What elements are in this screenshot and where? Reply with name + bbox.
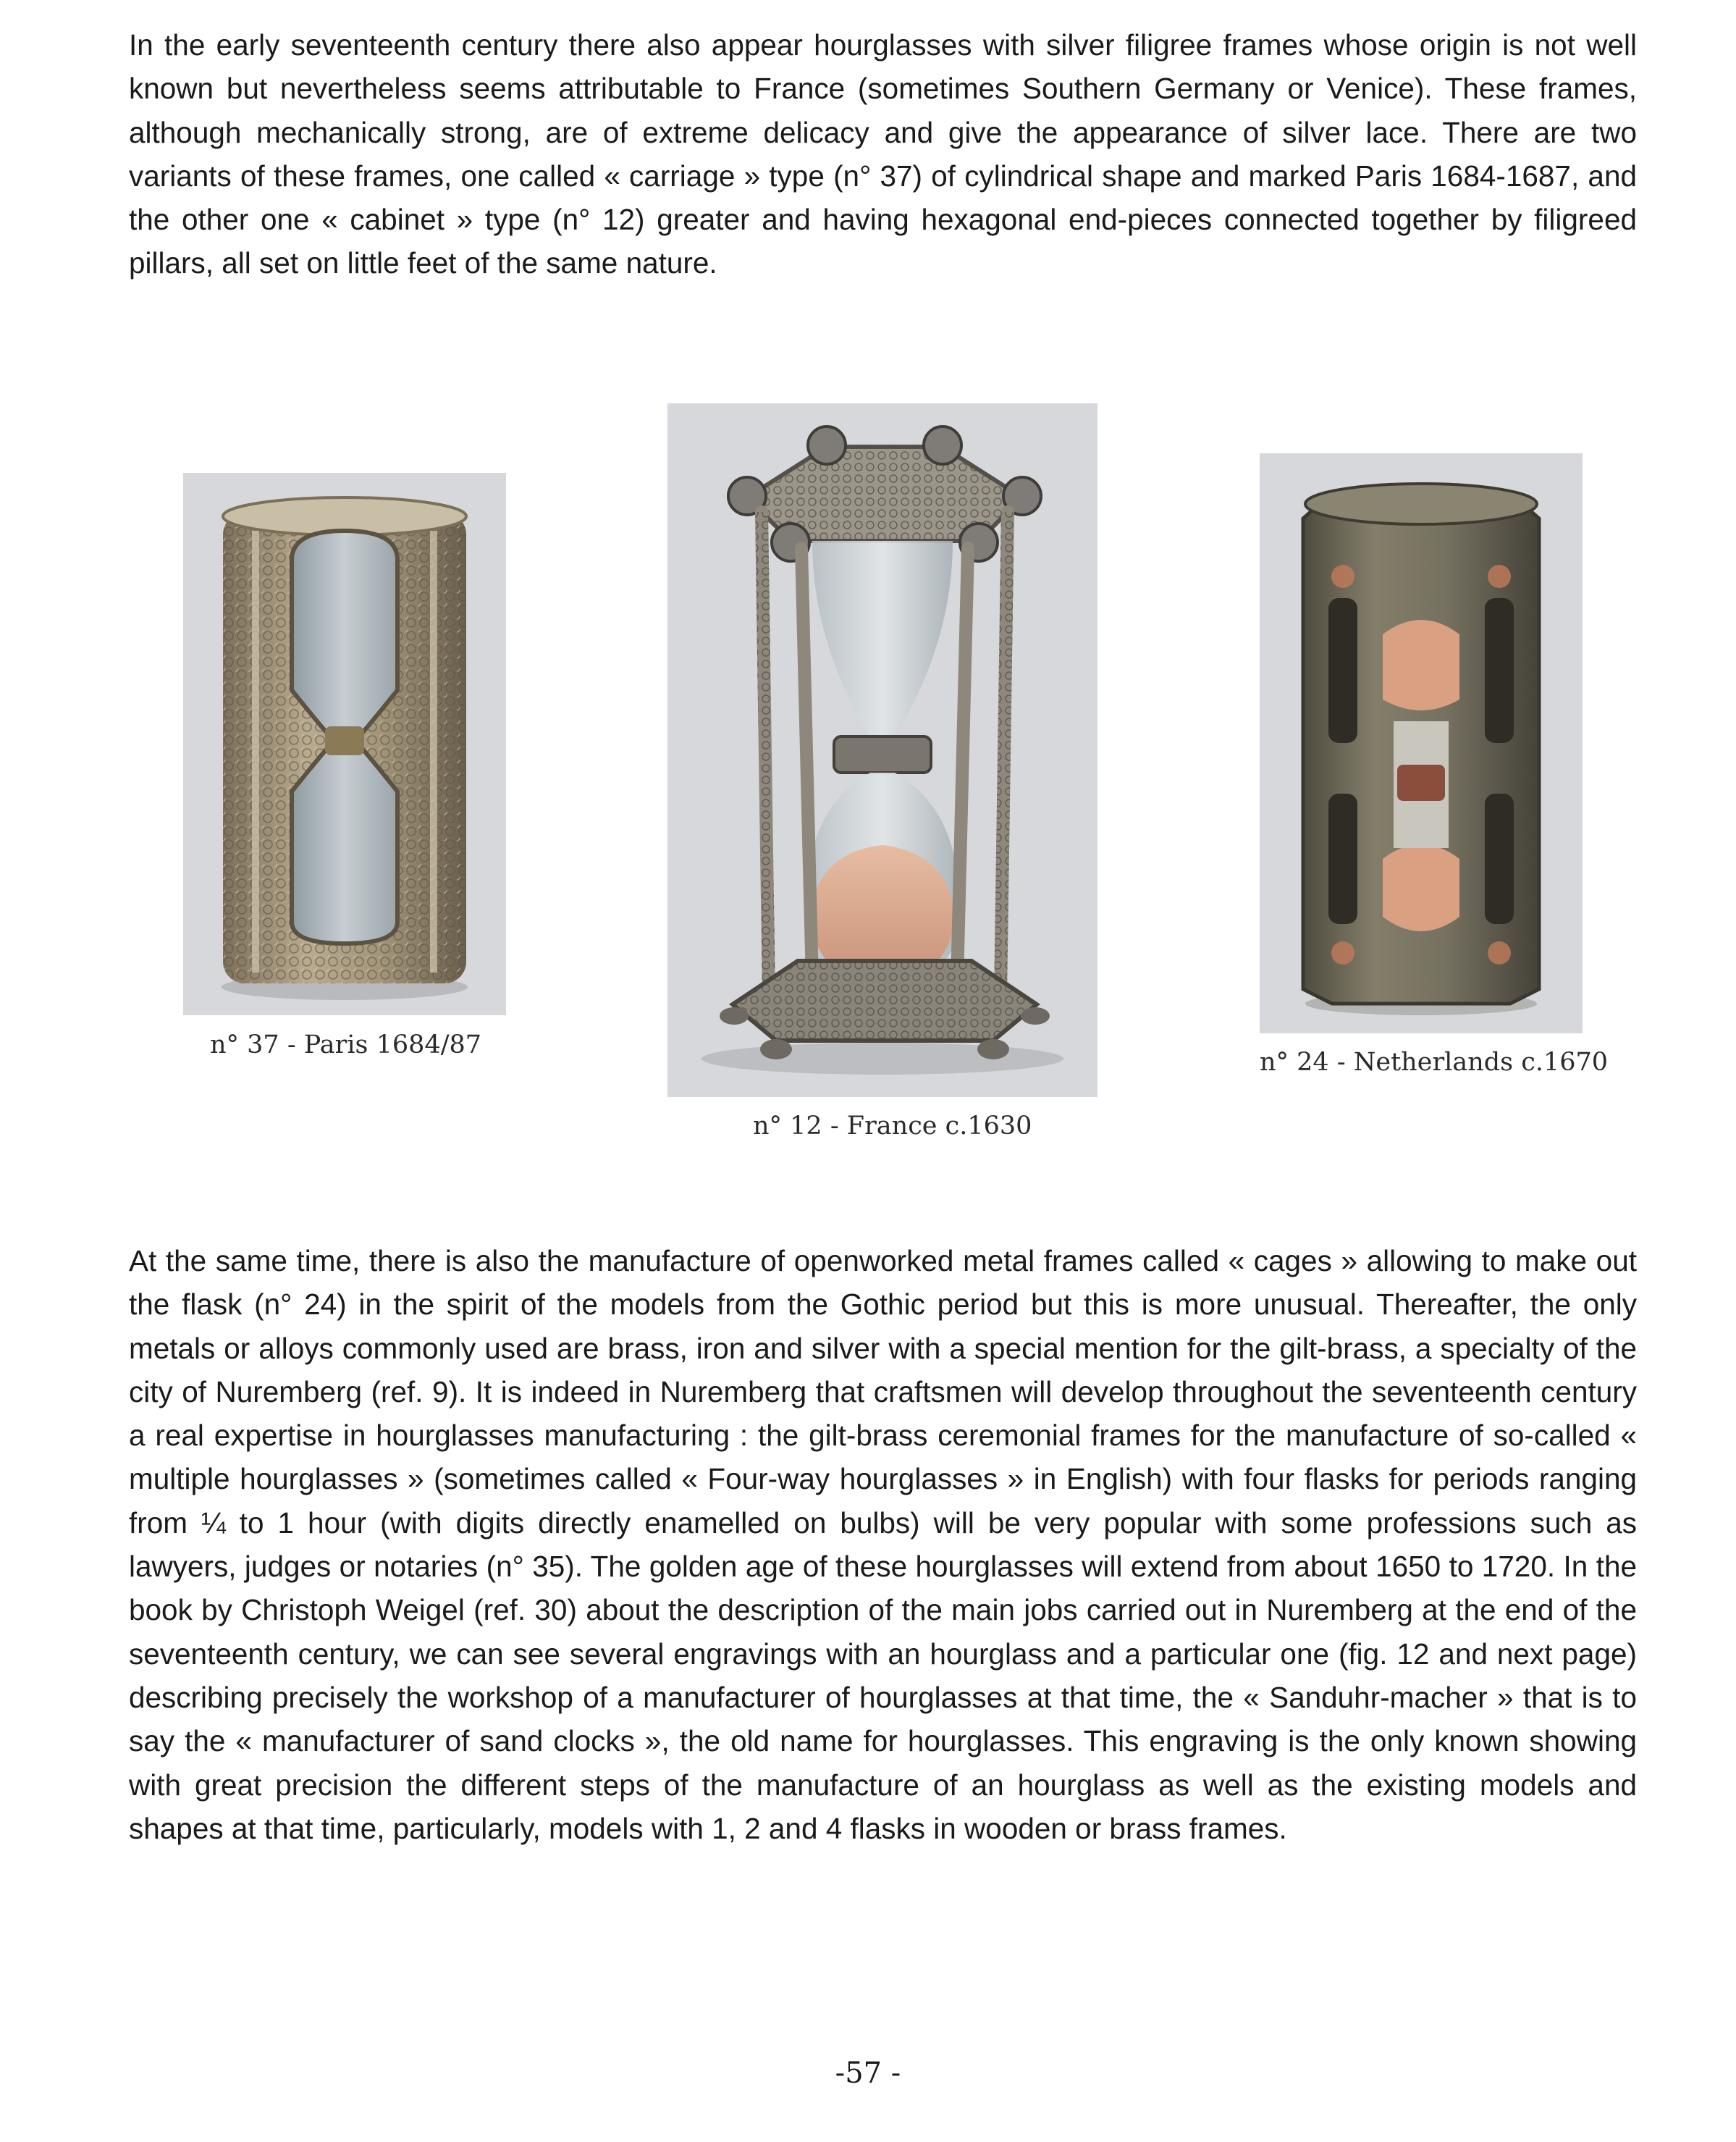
hourglass-n37-caption: n° 37 - Paris 1684/87	[210, 1030, 482, 1059]
intro-paragraph: In the early seventeenth century there also appear hourglasses with silver filigree frames whose origin is not well known but nevertheless seems attributable to France (sometimes Southern Germany or Venice). These frames, although mechanically strong, are of extreme delicacy and give the appearance of silver lace. There are two variants of these frames, one called « carriage » type (n° 37) of cylindrical shape and marked Paris 1684-1687, and the other one « cabinet » type (n° 12) greater and having hexagonal end-pieces connected together by filigreed pillars, all set on little feet of the same nature.	[129, 28, 1637, 280]
hourglass-n24-caption: n° 24 - Netherlands c.1670	[1260, 1048, 1609, 1077]
page-number: -57 -	[835, 2057, 901, 2090]
hourglass-n12-caption: n° 12 - France c.1630	[753, 1112, 1032, 1141]
hourglass-n24-photo	[1260, 453, 1583, 1033]
hourglass-n12-photo	[667, 403, 1097, 1097]
hourglass-n37-photo	[183, 473, 506, 1015]
body-paragraph: At the same time, there is also the manufacture of openworked metal frames called « cages » allowing to make out the flask (n° 24) in the spirit of the models from the Gothic period but this is more unusual. Thereafter, the only metals or alloys commonly used are brass, iron and silver with a special mention for the gilt-brass, a specialty of the city of Nuremberg (ref. 9). It is indeed in Nuremberg that craftsmen will develop throughout the seventeenth century a real expertise in hourglasses manufacturing : the gilt-brass ceremonial frames for the manufacture of so-called « multiple hourglasses » (sometimes called « Four-way hourglasses » in English) with four flasks for periods ranging from ¼ to 1 hour (with digits directly enamelled on bulbs) will be very popular with some professions such as lawyers, judges or notaries (n° 35). The golden age of these hourglasses will extend from about 1650 to 1720. In the book by Christoph Weigel (ref. 30) about the description of the main jobs carried out in Nuremberg at the end of the seventeenth century, we can see several engravings with an hourglass and a particular one (fig. 12 and next page) describing precisely the workshop of a manufacturer of hourglasses at that time, the « Sanduhr-macher » that is to say the « manufacturer of sand clocks », the old name for hourglasses. This engraving is the only known showing with great precision the different steps of the manufacture of an hourglass as well as the existing models and shapes at that time, particularly, models with 1, 2 and 4 flasks in wooden or brass frames.	[129, 1244, 1637, 1845]
